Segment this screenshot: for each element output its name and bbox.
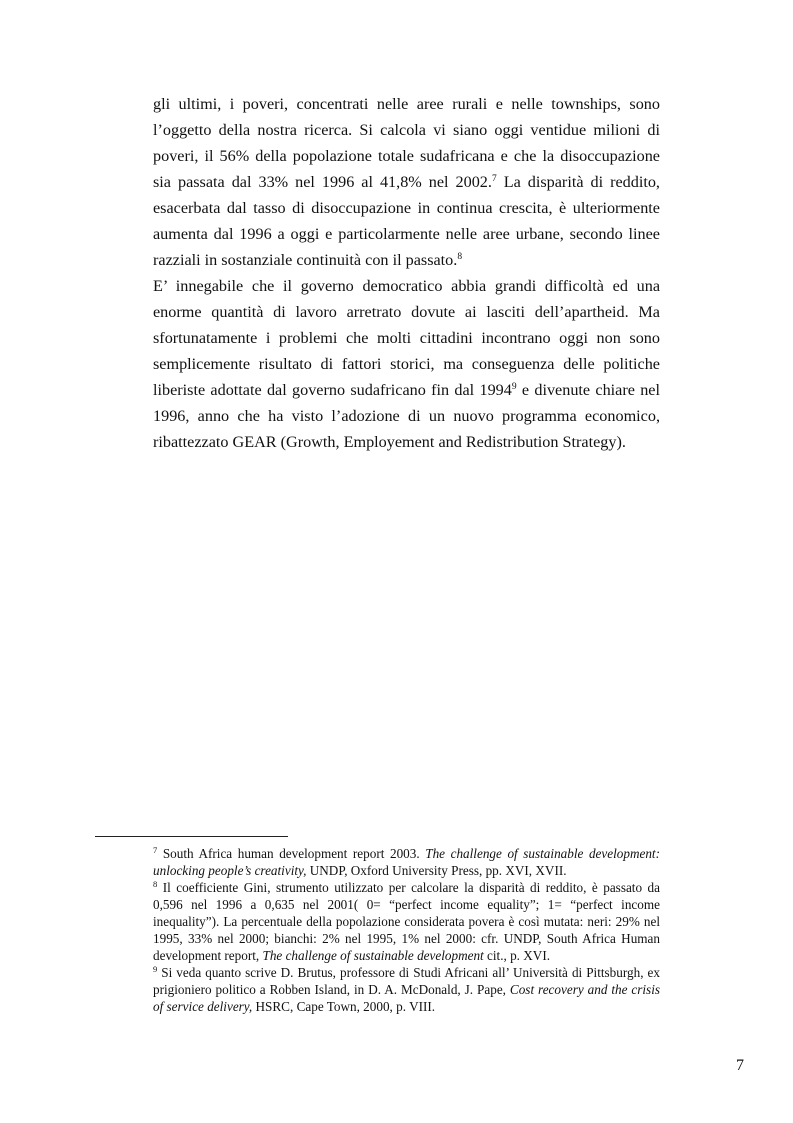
footnote-8: [153, 879, 660, 964]
page-number: 7: [736, 1057, 744, 1074]
footnote-text: UNDP, Oxford University Press, pp. XVI, XVII.: [306, 863, 567, 878]
footnote-9: [153, 964, 660, 1015]
footnote-7: [153, 845, 660, 879]
body-text: [153, 91, 660, 455]
footnotes: [153, 845, 660, 1015]
footnote-text: Il coefficiente Gini, strumento utilizzato per calcolare la disparità di reddito, è passato da 0,596 nel 1996 a 0,635 nel 2001( 0= “perfect income equality”; 1= “perfect income inequality”). La percentuale della popolazione considerata povera è così mutata: neri: 29% nel 1995, 33% nel 2000; bianchi: 2% nel 1995, 1% nel 2000: cfr. UNDP, South Africa Human development report,: [153, 880, 660, 963]
footnote-text: cit., p. XVI.: [483, 948, 551, 963]
paragraph-1-text-b: La disparità di reddito, esacerbata dal tasso di disoccupazione in continua crescita, è ulteriormente aumenta dal 1996 a oggi e particolarmente nelle aree urbane, secondo linee razziali in sostanziale continuità con il passato.: [153, 173, 660, 269]
footnote-text: Si veda quanto scrive D. Brutus, professore di Studi Africani all’ Università di Pittsburgh, ex prigioniero politico a Robben Island, in D. A. McDonald, J. Pape,: [153, 965, 660, 997]
footnote-text: HSRC, Cape Town, 2000, p. VIII.: [252, 999, 436, 1014]
footnote-ref-7[interactable]: 7: [491, 174, 497, 184]
paragraph-1-text-a: gli ultimi, i poveri, concentrati nelle aree rurali e nelle townships, sono l’oggetto della nostra ricerca. Si calcola vi siano oggi ventidue milioni di poveri, il 56% della popolazione totale sudafricana e che la disoccupazione sia passata dal 33% nel 1996 al 41,8% nel 2002.: [153, 95, 660, 191]
paragraph-2: [153, 273, 660, 455]
footnote-ref-9[interactable]: 9: [511, 382, 517, 392]
footnote-number: 8: [153, 879, 158, 889]
footnote-number: 7: [153, 845, 158, 855]
footnote-number: 9: [153, 964, 158, 974]
paragraph-1: [153, 91, 660, 273]
footnote-separator: [95, 836, 288, 837]
footnote-text: South Africa human development report 2003.: [157, 846, 426, 861]
footnote-title: The challenge of sustainable development: unlocking people’s creativity,: [153, 846, 660, 878]
paragraph-2-text-a: E’ innegabile che il governo democratico abbia grandi difficoltà ed una enorme quantità di lavoro arretrato dovute ai lasciti dell’apartheid. Ma sfortunatamente i problemi che molti cittadini incontrano oggi non sono semplicemente risultato di fattori storici, ma conseguenza delle politiche liberiste adottate dal governo sudafricano fin dal 1994: [153, 277, 660, 399]
footnote-ref-8[interactable]: 8: [457, 252, 463, 262]
footnote-title: The challenge of sustainable development: [262, 948, 484, 963]
footnote-title: Cost recovery and the crisis of service delivery,: [153, 982, 660, 1014]
paragraph-2-text-b: e divenute chiare nel 1996, anno che ha visto l’adozione di un nuovo programma economico, ribattezzato GEAR (Growth, Employement and Redistribution Strategy).: [153, 381, 660, 451]
